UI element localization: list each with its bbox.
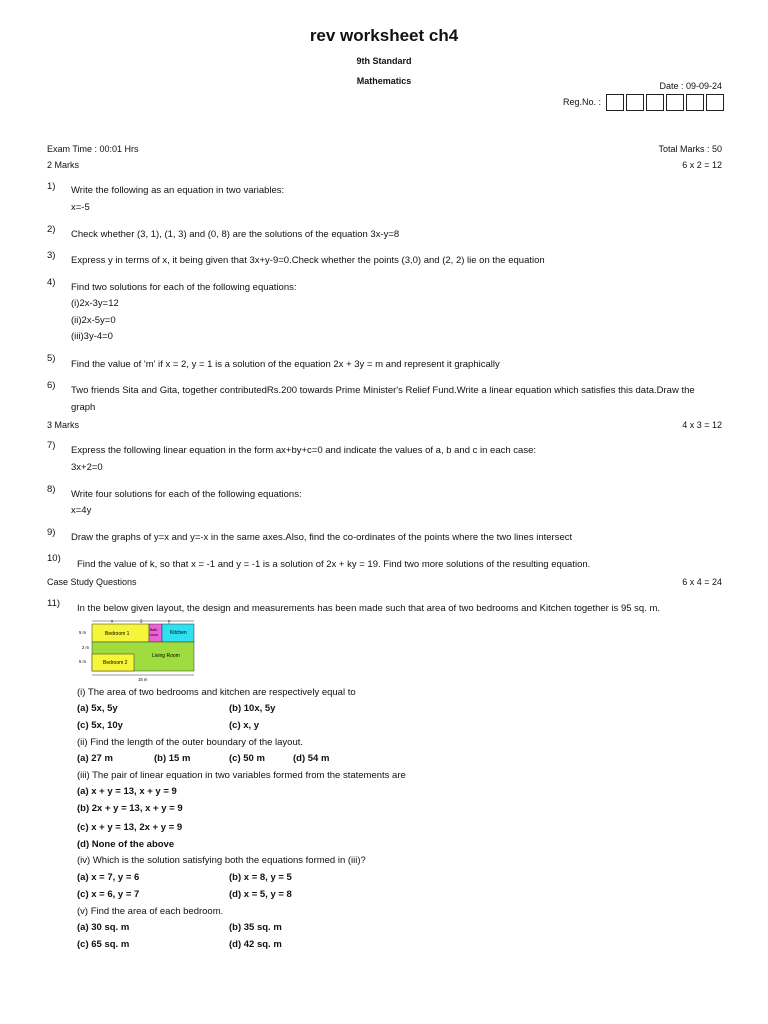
option: (d) None of the above (77, 839, 175, 850)
option: (b) 15 m (154, 753, 191, 764)
question-text: Find the value of k, so that x = -1 and y = -1 is a solution of 2x + ky = 19. Find two more solutions of the resulting equation. (77, 559, 591, 570)
sub-question: (v) Find the area of each bedroom. (77, 906, 224, 917)
reg-box[interactable] (626, 94, 644, 111)
question-text: Two friends Sita and Gita, together contributedRs.200 towards Prime Minister's Relief Fund.Write a linear equation which satisfies this data.Draw the (71, 385, 695, 396)
option: (b) x = 8, y = 5 (229, 872, 292, 883)
question-number: 7) (47, 440, 56, 451)
reg-box[interactable] (646, 94, 664, 111)
section-title: Case Study Questions (47, 577, 137, 587)
question-text: x=-5 (71, 202, 90, 213)
sub-question: (iii) The pair of linear equation in two variables formed from the statements are (77, 770, 406, 781)
width-label: 15 m (138, 677, 148, 682)
page-title: rev worksheet ch4 (309, 26, 459, 45)
exam-time: Exam Time : 00:01 Hrs (47, 144, 139, 154)
section-marks: 6 x 4 = 24 (682, 577, 722, 587)
question-text: (i)2x-3y=12 (71, 298, 119, 309)
option: (c) 65 sq. m (77, 939, 130, 950)
sub-question: (i) The area of two bedrooms and kitchen are respectively equal to (77, 687, 356, 698)
question-text: Draw the graphs of y=x and y=-x in the same axes.Also, find the co-ordinates of the points where the two lines intersect (71, 532, 573, 543)
section-title: 2 Marks (47, 160, 80, 170)
bath-label: Bath (150, 628, 158, 632)
question-text: Find the value of 'm' if x = 2, y = 1 is a solution of the equation 2x + 3y = m and represent it graphically (71, 359, 500, 370)
question-number: 9) (47, 527, 56, 538)
height-label: 5 m (79, 630, 86, 635)
option: (b) 2x + y = 13, x + y = 9 (77, 803, 183, 814)
reg-box[interactable] (706, 94, 724, 111)
question-number: 4) (47, 277, 56, 288)
option: (a) 27 m (77, 753, 113, 764)
option: (d) 54 m (293, 753, 330, 764)
question-number: 2) (47, 224, 56, 235)
question-text: In the below given layout, the design and measurements has been made such that area of two bedrooms and Kitchen together is 95 sq. m. (77, 603, 661, 614)
question-number: 8) (47, 484, 56, 495)
reg-box[interactable] (686, 94, 704, 111)
question-text: (ii)2x-5y=0 (71, 315, 116, 326)
question-text: Check whether (3, 1), (1, 3) and (0, 8) are the solutions of the equation 3x-y=8 (71, 229, 400, 240)
question-text: graph (71, 402, 96, 413)
option: (a) 5x, 5y (77, 703, 118, 714)
kitchen-label: Kitchen (170, 630, 187, 636)
room-label: room (150, 633, 159, 637)
option: (c) 5x, 10y (77, 720, 123, 731)
question-number: 5) (47, 353, 56, 364)
option: (b) 35 sq. m (229, 922, 282, 933)
option: (d) x = 5, y = 8 (229, 889, 292, 900)
question-number: 10) (47, 553, 61, 564)
question-text: Find two solutions for each of the following equations: (71, 282, 297, 293)
floor-plan-diagram (76, 616, 204, 684)
reg-box[interactable] (606, 94, 624, 111)
section-marks: 6 x 2 = 12 (682, 160, 722, 170)
date-label: Date : 09-09-24 (659, 81, 722, 91)
question-text: Write four solutions for each of the following equations: (71, 489, 302, 500)
dimension-y-label: y (168, 618, 171, 624)
bedroom-1-label: Bedroom 1 (105, 631, 130, 637)
question-text: (iii)3y-4=0 (71, 331, 113, 342)
height-label: 5 m (79, 659, 86, 664)
option: (a) x = 7, y = 6 (77, 872, 140, 883)
total-marks: Total Marks : 50 (658, 144, 722, 154)
subject-label: Mathematics (356, 76, 412, 86)
section-title: 3 Marks (47, 420, 80, 430)
bedroom-2-label: Bedroom 2 (103, 660, 128, 666)
question-text: Write the following as an equation in two variables: (71, 185, 285, 196)
reg-number-label: Reg.No. : (563, 96, 602, 107)
option: (c) x = 6, y = 7 (77, 889, 140, 900)
option: (c) x + y = 13, 2x + y = 9 (77, 822, 183, 833)
reg-box[interactable] (666, 94, 684, 111)
option: (a) x + y = 13, x + y = 9 (77, 786, 177, 797)
question-text: 3x+2=0 (71, 462, 103, 473)
living-room-label: Living Room (152, 653, 180, 659)
question-text: x=4y (71, 505, 92, 516)
height-label: 2 m (82, 645, 89, 650)
option: (c) 50 m (229, 753, 265, 764)
option: (d) 42 sq. m (229, 939, 282, 950)
option: (a) 30 sq. m (77, 922, 130, 933)
option: (c) x, y (229, 720, 260, 731)
option: (b) 10x, 5y (229, 703, 276, 714)
question-text: Express the following linear equation in the form ax+by+c=0 and indicate the values of a, b and c in each case: (71, 445, 536, 456)
sub-question: (iv) Which is the solution satisfying both the equations formed in (iii)? (77, 855, 366, 866)
sub-question: (ii) Find the length of the outer boundary of the layout. (77, 737, 304, 748)
question-number: 6) (47, 380, 56, 391)
question-text: Express y in terms of x, it being given that 3x+y-9=0.Check whether the points (3,0) and (2, 2) lie on the equation (71, 255, 545, 266)
reg-number-field (563, 94, 724, 111)
question-number: 11) (47, 598, 61, 609)
question-number: 3) (47, 250, 56, 261)
question-number: 1) (47, 181, 56, 192)
dimension-2-label: 2 (140, 618, 143, 624)
standard-label: 9th Standard (356, 56, 412, 66)
dimension-x-label: x (111, 618, 114, 624)
section-marks: 4 x 3 = 12 (682, 420, 722, 430)
